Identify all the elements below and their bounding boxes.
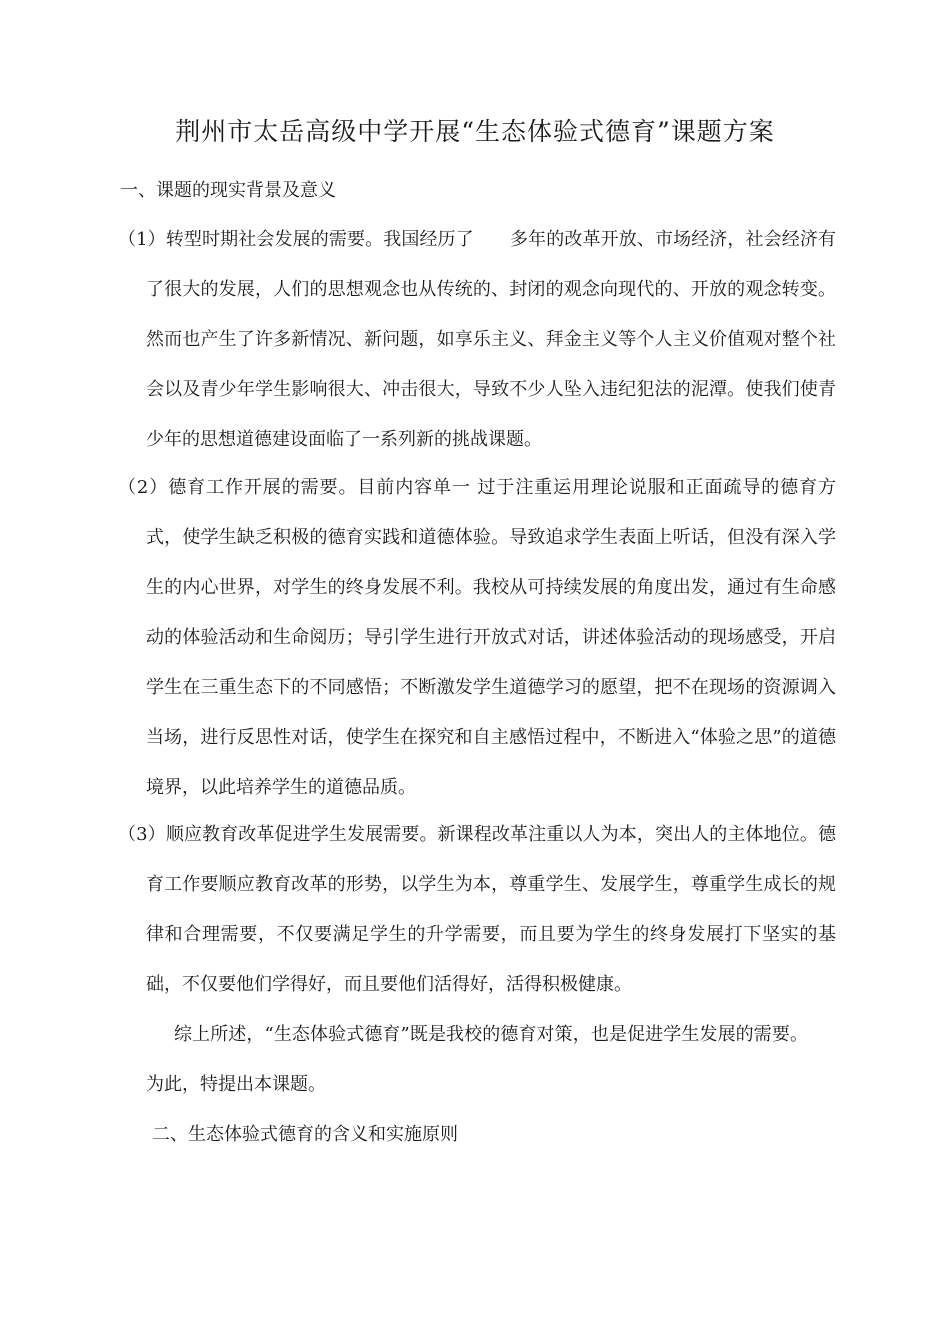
conclusion-paragraph: 综上所述，“生态体验式德育”既是我校的德育对策，也是促进学生发展的需要。为此，特提出本课题。 (146, 1024, 808, 1095)
item-3-text: 顺应教育改革促进学生发展需要。新课程改革注重以人为本，突出人的主体地位。德育工作要顺应教育改革的形势，以学生为本，尊重学生、发展学生，尊重学生成长的规律和合理需要，不仅要满足学生的升学需要，而且要为学生的终身发展打下坚实的基础，不仅要他们学得好，而且要他们活得好，活得积极健康。 (146, 824, 837, 995)
item-1-text: 转型时期社会发展的需要。我国经历了 多年的改革开放、市场经济，社会经济有了很大的发展，人们的思想观念也从传统的、封闭的观念向现代的、开放的观念转变。然而也产生了许多新情况、新问题，如享乐主义、拜金主义等个人主义价值观对整个社会以及青少年学生影响很大、冲击很大，导致不少人坠入违纪犯法的泥潭。使我们使青少年的思想道德建设面临了一系列新的挑战课题。 (146, 229, 837, 450)
paragraph-item-3 (118, 810, 836, 1010)
item-2-text: 德育工作开展的需要。目前内容单一 过于注重运用理论说服和正面疏导的德育方式，使学生缺乏积极的德育实践和道德体验。导致追求学生表面上听话，但没有深入学生的内心世界，对学生的终身发展不利。我校从可持续发展的角度出发，通过有生命感动的体验活动和生命阅历；导引学生进行开放式对话，讲述体验活动的现场感受，开启学生在三重生态下的不同感悟；不断激发学生道德学习的愿望，把不在现场的资源调入当场，进行反思性对话，使学生在探究和自主感悟过程中，不断进入“体验之思”的道德境界，以此培养学生的道德品质。 (146, 477, 836, 798)
document-title: 荆州市太岳高级中学开展“生态体验式德育”课题方案 (175, 117, 775, 146)
item-1-label: （1） (118, 229, 166, 250)
item-2-label: （2） (118, 477, 169, 498)
item-3-label: （3） (118, 824, 166, 845)
paragraph-item-2 (118, 463, 836, 813)
paragraph-item-1 (118, 215, 836, 465)
section-heading-principles: 二、生态体验式德育的含义和实施原则 (152, 1124, 458, 1145)
section-heading-background: 一、课题的现实背景及意义 (120, 180, 336, 201)
